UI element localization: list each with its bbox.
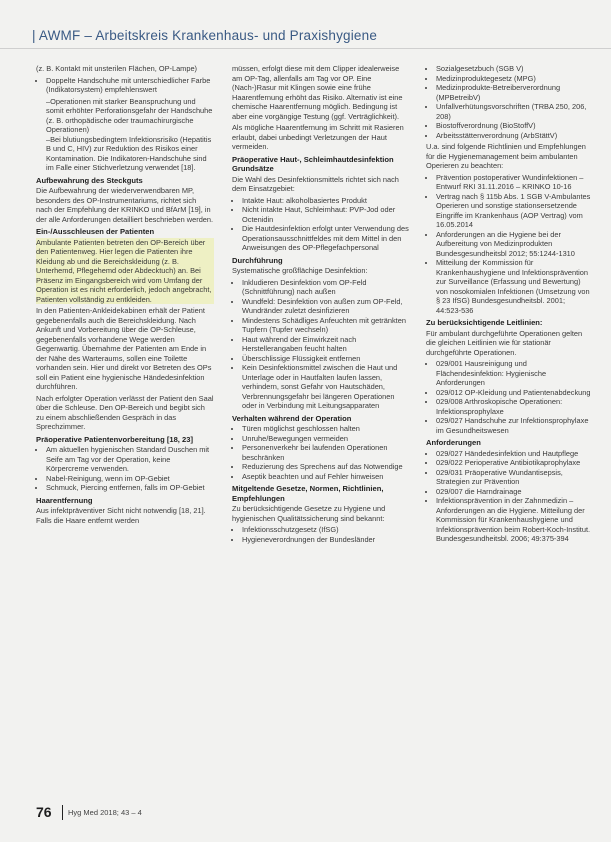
journal-citation: Hyg Med 2018; 43 – 4: [68, 808, 142, 817]
list-item: • Sozialgesetzbuch (SGB V): [436, 64, 592, 74]
list-item: • Nicht intakte Haut, Schleimhaut: PVP-Jod oder Octenidin: [242, 205, 410, 224]
list-item: • Unfallverhütungsvorschriften (TRBA 250, 206, 208): [436, 102, 592, 121]
list-item: • 029/027 Handschuhe zur Infektionsprophylaxe im Gesundheitswesen: [436, 416, 592, 435]
list-item: • Mindestens Schädliges Anfeuchten mit getränkten Tupfern (Tupfer wechseln): [242, 316, 410, 335]
page-number: 76: [36, 804, 52, 820]
list-item: • Schmuck, Piercing entfernen, falls im OP-Gebiet: [46, 483, 214, 493]
list-item: • Aseptik beachten und auf Fehler hinweisen: [242, 472, 410, 482]
bullet-list: [232, 525, 410, 544]
page-header: [0, 0, 611, 49]
paragraph: Die Wahl des Desinfektionsmittels richtet sich nach dem Einsatzgebiet:: [232, 174, 399, 193]
bullet-list: [232, 196, 410, 253]
section-heading: Anforderungen: [426, 438, 481, 447]
list-item: • Türen möglichst geschlossen halten: [242, 424, 410, 434]
bullet-list: [232, 278, 410, 411]
paragraph: Zu berücksichtigende Gesetze zu Hygiene und hygienischen Qualitätssicherung sind bekannt:: [232, 504, 386, 523]
bullet-list: [36, 445, 214, 493]
section-heading: Aufbewahrung des Steckguts: [36, 175, 143, 185]
list-item: • Medizinproduktegesetz (MPG): [436, 74, 592, 84]
paragraph: Systematische großflächige Desinfektion:: [232, 266, 368, 275]
section-heading: Mitgeltende Gesetze, Normen, Richtlinien, Empfehlungen: [232, 484, 384, 503]
paragraph: Aus infektpräventiver Sicht nicht notwendig [18, 21]. Falls die Haare entfernt werden: [36, 506, 206, 525]
paragraph: Als mögliche Haarentfernung im Schritt mit Rasieren erlaubt, dabei unbedingt Verletzungen der Haut vermeiden.: [232, 123, 404, 151]
running-header-title: | AWMF – Arbeitskreis Krankenhaus- und Praxishygiene: [32, 28, 378, 43]
list-item: • Inkludieren Desinfektion vom OP-Feld (Schnittführung) nach außen: [242, 278, 410, 297]
list-item: • 029/022 Perioperative Antibiotikaprophylaxe: [436, 458, 592, 468]
list-item: • Die Hautdesinfektion erfolgt unter Verwendung des Operationsausschnittfeldes mit dem Mittel in den Anweisungen des OP-Pflegefachpersonal: [242, 224, 410, 253]
list-item: • Wundfeld: Desinfektion von außen zum OP-Feld, Wundränder zuletzt desinfizieren: [242, 297, 410, 316]
text-column-1: [36, 64, 214, 527]
bullet-list: [426, 64, 592, 140]
paragraph: müssen, erfolgt diese mit dem Clipper idealerweise am OP-Tag, allenfalls am Tag vor OP. Eine (Nach-)Rasur mit Klingen sowie eine frühe Haarentfernung erhöht das Risiko. Alternativ ist eine chemische Haarentfernung möglich. Bedingung ist aber eine vorgängige Testung (ggf. Verträglichkeit).: [232, 64, 403, 121]
list-item: – Bei blutiungsbedingtem Infektionsrisiko (Hepatitis B und C, HIV) zur Reduktion des Risikos einer Kontamination. Die Indikatoren-Handschuhe sind im Falle einer Stichverletzung verwendet [18].: [46, 135, 214, 173]
section-heading: Zu berücksichtigende Leitlinien:: [426, 318, 543, 327]
list-item: • Doppelte Handschuhe mit unterschiedlicher Farbe (Indikatorsystem) empfehlenswert: [46, 76, 214, 95]
list-item: • Überschlissige Flüssigkeit entfernen: [242, 354, 410, 364]
bullet-list: [426, 449, 592, 544]
list-item: • Mitteilung der Kommission für Krankenhaushygiene und Infektionsprävention zur Surveillance (Erfassung und Bewertung) von nosokomialen Infektionen (Umsetzung von § 23 IfSG) Bundesgesundheitsbl. 2001; 44:523-536: [436, 258, 592, 315]
section-heading: Verhalten während der Operation: [232, 413, 352, 423]
list-item: • Infektionsschutzgesetz (IfSG): [242, 525, 410, 535]
list-item: • Arbeitsstättenverordnung (ArbStättV): [436, 131, 592, 141]
section-heading: Präoperative Patientenvorbereitung [18, 23]: [36, 434, 193, 444]
bullet-list: [232, 424, 410, 481]
paragraph: Für ambulant durchgeführte Operationen gelten die gleichen Leitlinien wie für stationär durchgeführte Operationen.: [426, 328, 583, 357]
section-heading: Haarentfernung: [36, 495, 93, 505]
list-item: • Biostoffverordnung (BioStoffV): [436, 121, 592, 131]
list-item: • Kein Desinfektionsmittel zwischen die Haut und Unterlage oder in Hautfalten laufen lassen, verhindern, sonst Gefahr von Hautschäden, Verbrennungsgefahr bei längeren Operationen oder in Verbindung mit Leitungsapparaten: [242, 363, 410, 411]
bullet-list: [426, 173, 592, 316]
list-item: • Unruhe/Bewegungen vermeiden: [242, 434, 410, 444]
list-item: • 029/007 die Harndrainage: [436, 487, 592, 497]
bullet-list: [36, 76, 214, 95]
list-item: • Anforderungen an die Hygiene bei der Aufbereitung von Medizinprodukten Bundesgesundheitsbl 2012; 55:1244-1310: [436, 230, 592, 259]
paragraph: Ambulante Patienten betreten den OP-Bereich über den Patientenweg. Hier legen die Patienten ihre Kleidung ab und die Bereichskleidung (z. B. Unterhemd, Pflegehemd oder Abdecktuch) an. Bei Präsenz im Eingangsbereich wird vom Umfang der Operation ist es nicht erforderlich, jedoch angebracht, Patienten vollständig zu entkleiden.: [36, 238, 214, 305]
page-footer: [36, 804, 576, 824]
list-item: • 029/012 OP-Kleidung und Patientenabdeckung: [436, 388, 592, 398]
section-heading: Durchführung: [232, 255, 283, 265]
list-item: • Nabel-Reinigung, wenn im OP-Gebiet: [46, 474, 214, 484]
list-item: • 029/008 Arthroskopische Operationen: Infektionsprophylaxe: [436, 397, 592, 416]
list-item: • Medizinprodukte-Betreiberverordnung (MPBetreibV): [436, 83, 592, 102]
list-item: • 029/027 Händedesinfektion und Hautpflege: [436, 449, 592, 459]
list-item: • Infektionsprävention in der Zahnmedizin – Anforderungen an die Hygiene. Mitteilung der Kommission für Krankenhaushygiene und Infektionsprävention beim Robert-Koch-Institut. Bundesgesundheitsbl. 2006; 49:375-394: [436, 496, 592, 544]
list-item: • 029/031 Präoperative Wundantisepsis, Strategien zur Prävention: [436, 468, 592, 487]
section-heading: Präoperative Haut-, Schleimhautdesinfektion Grundsätze: [232, 154, 394, 173]
list-item: • Intakte Haut: alkoholbasiertes Produkt: [242, 196, 410, 206]
list-item: • Prävention postoperativer Wundinfektionen – Entwurf RKI 31.11.2016 – KRINKO 10-16: [436, 173, 592, 192]
paragraph: Nach erfolgter Operation verlässt der Patient den Saal über die Schleuse. Den OP-Bereich und begibt sich zu einem abschließenden Gespräch in das Sprechzimmer.: [36, 393, 214, 431]
list-item: – Operationen mit starker Beanspruchung und somit erhöhter Perforationsgefahr der Handschuhe (z. B. orthopädische oder traumachirurgische Operationen): [46, 97, 214, 135]
paragraph: (z. B. Kontakt mit unsterilen Flächen, OP-Lampe): [36, 64, 198, 73]
paragraph: In den Patienten-Ankleidekabinen erhält der Patient gegebenenfalls auch die Bereichskleidung. Nach Ankunft und Vorbereitung über die OP-Schleuse, gegebenenfalls vorhandene Wege werden Gegenwartig. Übernahme der Patienten am Ende in der Nähe des Warteraums, sollen eine Toilette vorhanden sein. Hier und direkt vor Betreten des OPs soll ein Patient eine hygienische Händedesinfektion durchführen.: [36, 306, 212, 391]
bullet-list: [426, 359, 592, 435]
paragraph: Die Aufbewahrung der wiederverwendbaren MP, besonders des OP-Instrumentariums, richtet sich nach der Empfehlung der KRINKO und BfArM [19], in der alle Anforderungen detailliert beschrieben werden.: [36, 186, 214, 224]
text-column-2: [232, 64, 410, 546]
list-item: • Am aktuellen hygienischen Standard Duschen mit Seife am Tag vor der Operation, keine Körpercreme verwenden.: [46, 445, 214, 474]
list-item: • Hygieneverordnungen der Bundesländer: [242, 535, 410, 545]
text-column-3: [426, 64, 592, 546]
list-item: • Haut während der Einwirkzeit nach Herstellerangaben feucht halten: [242, 335, 410, 354]
list-item: • Personenverkehr bei laufenden Operationen beschränken: [242, 443, 410, 462]
list-item: • Vertrag nach § 115b Abs. 1 SGB V-Ambulantes Operieren und sonstige stationsersetzende Eingriffe im Krankenhaus (AOP Vertrag) vom 16.05.2014: [436, 192, 592, 230]
list-item: • 029/001 Hausreinigung und Flächendesinfektion: Hygienische Anforderungen: [436, 359, 592, 388]
divider: [62, 805, 63, 820]
list-item: • Reduzierung des Sprechens auf das Notwendige: [242, 462, 410, 472]
section-heading: Ein-/Ausschleusen der Patienten: [36, 227, 155, 236]
sub-list: [36, 97, 214, 173]
paragraph: U.a. sind folgende Richtlinien und Empfehlungen für die Hygienemanagement beim ambulanten Operieren zu beachten:: [426, 142, 586, 170]
